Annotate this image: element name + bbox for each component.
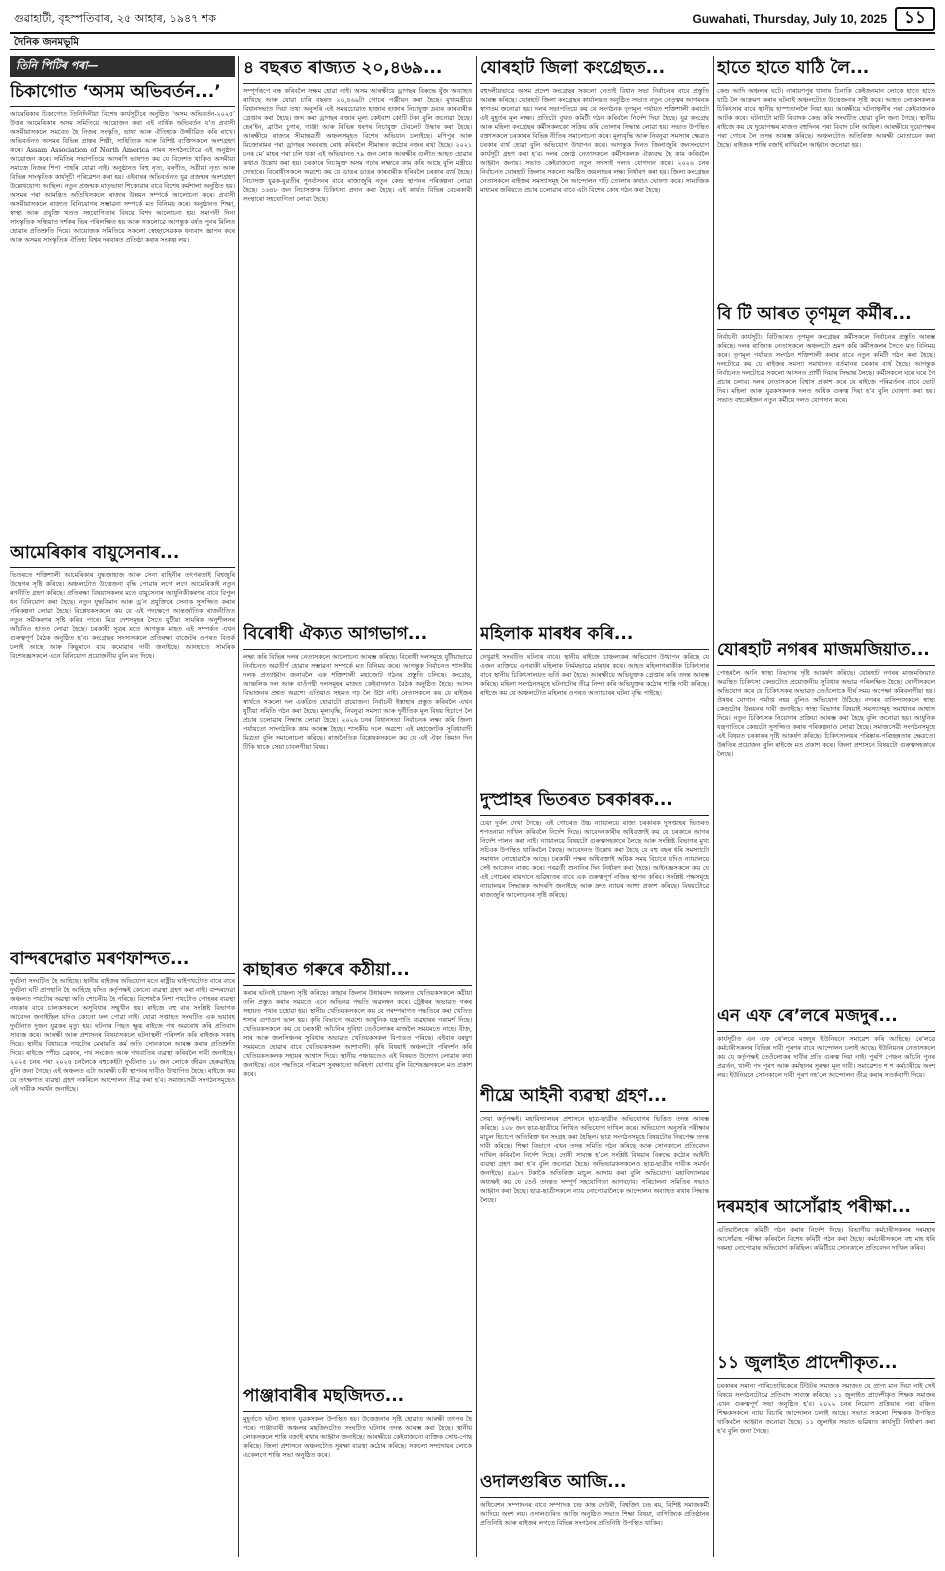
column-1 [10,56,235,1557]
article-opposition-unity [243,622,472,952]
article-headline[interactable]: বিৰোধী ঐক্যত আগভাগ... [243,622,472,650]
article-body: এতিয়ালৈকে কমিটী গঠন কৰাৰ নিৰ্দেশ দিছে। বিভাগীয় কৰ্মচাৰীসকলৰ দৰমহাৰ আসোঁৱাহ পৰীক্ষা কৰিবলৈ বিশেষ কমিটী গঠন কৰা হৈছে। কৰ্মচাৰীসকলে বহু মাহ ধৰি দৰমহা নোপোৱাৰ অভিযোগ কৰিছিল। কমিটীয়ে সোনকালে প্ৰতিবেদন দাখিল কৰিব। [717,1225,935,1252]
article-woman-assault [480,622,709,782]
article-body: কৰাৰ ঘটনাই চাঞ্চল্য সৃষ্টি কৰিছে। কাছাৰ জিলাৰ উধাৰবন্দ অঞ্চলত খেতিয়কসকলে কঠীয়া তলি প্ৰস্তুত কৰাৰ সময়তে এনে অভিনৱ পদ্ধতি অৱলম্বন কৰে। ট্ৰেক্টৰৰ অভাৱত গৰুৰ সহায়ত পথাৰ চহোৱা হয়। স্থানীয় খেতিয়কসকলে কয় যে পৰম্পৰাগত পদ্ধতিৰে কৰা খেতিত শস্যৰ গুণাগুণ ভাল হয়। কৃষি বিভাগে অৱশ্যে আধুনিক যন্ত্ৰপাতি ব্যৱহাৰৰ পৰামৰ্শ দিছে। খেতিয়কসকলে কয় যে চৰকাৰী আঁচনিৰ সুবিধা তেওঁলোকৰ মাজলৈ সময়মতে নাহে। বীজ, সাৰ আৰু জলসিঞ্চনৰ সুবিধাৰ অভাৱত খেতিয়কসকল বিপাঙত পৰিছে। এইবাৰ বৰষুণ সময়মতে হোৱাৰ বাবে খেতিয়কসকল আশাবাদী। কৃষি বিষয়াই অঞ্চলটো পৰিদৰ্শন কৰি খেতিয়কসকলক সহায়ৰ আশ্বাস দিয়ে। স্থানীয় পঞ্চায়তেও এই বিষয়ত উদ্যোগ লোৱাৰ কথা জনাইছে। এনে পদ্ধতিয়ে পৰিৱেশ সুৰক্ষাতো অৰিহণা যোগায় বুলি বিশেষজ্ঞসকলে মত প্ৰকাশ কৰে। [243,988,472,1078]
article-headline[interactable]: ১১ জুলাইত প্ৰাদেশীকৃত... [717,1351,935,1379]
article-panjabari [243,1384,472,1557]
article-body: দেখুৱাই সংঘটিত ঘটনাৰ বাবে। স্থানীয় ৰাইজে চাঞ্চল্যকৰ অভিযোগ উত্থাপন কৰিছে যে এজন ব্যক্তিয়ে এগৰাকী মহিলাক নিৰ্মমভাৱে মাৰধৰ কৰে। আহত মহিলাগৰাকীক চিকিৎসাৰ বাবে স্থানীয় চিকিৎসালয়ত ভৰ্তি কৰা হৈছে। আৰক্ষীয়ে অভিযুক্তক গ্ৰেপ্তাৰ কৰি তদন্ত আৰম্ভ কৰিছে। মহিলা সংগঠনসমূহে ঘটনাটোৰ তীব্ৰ নিন্দা কৰি অভিযুক্তৰ কঠোৰ শাস্তি দাবী কৰিছে। ৰাইজে কয় যে অঞ্চলটোত মহিলাৰ ওপৰত অত্যাচাৰৰ ঘটনা বৃদ্ধি পাইছে। [480,652,709,697]
article-legal-action [480,1084,709,1464]
article-body: দুৰ্ঘটনা সংঘটিত হৈ আহিছে। স্থানীয় ৰাইজৰ অভিযোগ মতে ৰাষ্ট্ৰীয় ঘাইপথটোত বাৰে বাৰে দুৰ্ঘটনা ঘটি প্ৰাণহানি হৈ আহিছে যদিও কৰ্তৃপক্ষই কোনো ব্যৱস্থা গ্ৰহণ কৰা নাই। বান্দৰদেৱা অঞ্চলত পথটোৰ অৱস্থা অতি শোচনীয় হৈ পৰিছে। বিশেষকৈ নিশা পথটোত পোহৰৰ ব্যৱস্থা নথকাৰ বাবে চালকসকলে অসুবিধাৰ সন্মুখীন হয়। ৰাইজে বহু বাৰ সংশ্লিষ্ট বিভাগক আবেদন জনাইছিল যদিও কোনো ফল পোৱা নাই। যোৱা সপ্তাহত সংঘটিত এক ভয়াবহ দুৰ্ঘটনাত দুজন যুৱকৰ মৃত্যু হয়। ঘটনাৰ পিছত ক্ষুব্ধ ৰাইজে পথ অৱৰোধ কৰি প্ৰতিবাদ সাব্যস্ত কৰে। আৰক্ষী আৰু প্ৰশাসনৰ বিষয়াসকলে ঘটনাস্থলী পৰিদৰ্শন কৰি ৰাইজক সকাহ দিয়ে। স্থানীয় বিধায়কে পথটোৰ মেৰামতি কৰ্ম অতি সোনকালে আৰম্ভ কৰাৰ প্ৰতিশ্ৰুতি দিয়ে। ৰাইজে স্পীড ব্ৰেকাৰ, পথ সংকেত আৰু পথবাতিৰ ব্যৱস্থা কৰিবলৈ দাবী জনাইছে। ২০২৫ চনৰ পৰা ২০২৫ চনলৈকে বহুকেইটা দুৰ্ঘটনাত ১৮ জন লোকে জীৱন হেৰুৱাইছে বুলি জনা গৈছে। এই অঞ্চলত এটা আৰক্ষী চকী স্থাপনৰ দাবীও উত্থাপিত হৈছে। ৰাইজে কয় যে তৎক্ষণাত ব্যৱস্থা গ্ৰহণ নকৰিলে আন্দোলন তীব্ৰ কৰা হ’ব। সমাজসেৱী সংগঠনসমূহেও এই দাবীক সমৰ্থন জনাইছে। [10,977,235,1094]
article-body: লক্ষ্য কৰি বিভিন্ন দলৰ নেতাসকলে আলোচনা আৰম্ভ কৰিছে। বিৰোধী দলসমূহে যুটীয়াভাৱে নিৰ্বাচনত অৱতীৰ্ণ হোৱাৰ সম্ভাৱনা সম্পৰ্কে মত বিনিময় কৰে। আগন্তুক নিৰ্বাচনত শাসকীয় দলক প্ৰত্যাহ্বান জনাবলৈ এক শক্তিশালী মহাজোট গঠনৰ প্ৰস্তুতি চলিছে। কংগ্ৰেছ, আঞ্চলিক দল আৰু বাওঁপন্থী দলসমূহৰ মাজত কেইবাদফাও বৈঠক অনুষ্ঠিত হৈছে। আসন বিভাজনৰ প্ৰশ্নত অৱশ্যে এতিয়াও সহমত গঢ় লৈ উঠা নাই। নেতাসকলে কয় যে ৰাইজৰ স্বাৰ্থতে সকলো দল একত্ৰিত হোৱাটো প্ৰয়োজন। নিৰ্বাচনী ইস্তাহাৰ প্ৰস্তুত কৰিবলৈ এখন যুটীয়া সমিতি গঠন কৰা হৈছে। মূল্যবৃদ্ধি, নিবনুৱা সমস্যা আৰু দুৰ্নীতিক মূল বিষয় হিচাপে লৈ প্ৰচাৰ চলোৱাৰ সিদ্ধান্ত লোৱা হৈছে। ২০২৬ চনৰ বিধানসভা নিৰ্বাচনক লক্ষ্য কৰি জিলা পৰ্যায়তো সাংগঠনিক কাম আৰম্ভ হৈছে। শাসকীয় দলে অৱশ্যে এই মহাজোটক সুবিধাবাদী মিত্ৰতা বুলি সমালোচনা কৰিছে। ৰাজনৈতিক বিশ্লেষকসকলে কয় যে এই ঐক্য কিমান দিন টিকি থাকে সেয়া চাবলগীয়া বিষয়। [243,652,472,751]
paper-name-bar [10,32,935,50]
article-bandardewa [10,947,235,1547]
column-2 [243,56,472,1557]
article-headline[interactable]: কাছাৰত গৰুৰে কঠীয়া... [243,958,472,986]
article-btr-tmc [717,302,935,632]
article-body: সেয়া কৰ্তৃপক্ষই। মহাবিদ্যালয়ৰ প্ৰশাসনে ছাত্ৰ-ছাত্ৰীৰ অভিযোগৰ ভিত্তিত তদন্ত আৰম্ভ কৰিছে। ১০৮ জন ছাত্ৰ-ছাত্ৰীয়ে লিখিত অভিযোগ দাখিল কৰে। অভিযোগ অনুসৰি পৰীক্ষাৰ মাচুল হিচাপে অতিৰিক্ত ধন সংগ্ৰহ কৰা হৈছিল। ছাত্ৰ সংগঠনসমূহে বিষয়টোৰ নিৰপেক্ষ তদন্ত দাবী কৰিছে। শিক্ষা বিভাগে এখন তদন্ত সমিতি গঠন কৰিছে আৰু সোনকালে প্ৰতিবেদন দাখিল কৰিবলৈ নিৰ্দেশ দিছে। দোষী সাব্যস্ত হ’লে সংশ্লিষ্ট বিষয়াৰ বিৰুদ্ধে কঠোৰ আইনী ব্যৱস্থা গ্ৰহণ কৰা হ’ব বুলি জনোৱা হৈছে। অভিভাৱকসকলেও ছাত্ৰ-ছাত্ৰীৰ দাবীক সমৰ্থন জনাইছে। ৪৯৮৭ টকাকৈ অতিৰিক্ত মাচুল আদায় কৰা বুলি অভিযোগ। মহাবিদ্যালয়ৰ অধ্যক্ষই কয় যে তেওঁ তদন্তত সম্পূৰ্ণ সহযোগিতা আগবঢ়াব। পৰিচালনা সমিতিৰ সভাও আহ্বান কৰা হৈছে। ছাত্ৰ-ছাত্ৰীসকলে ন্যায় নোপোৱালৈকে আন্দোলন অব্যাহত ৰখাৰ সিদ্ধান্ত লৈছে। [480,1114,709,1204]
column-divider [713,56,714,1557]
article-headline[interactable]: দৰমহাৰ আসোঁৱাহ পৰীক্ষা... [717,1195,935,1223]
article-headline[interactable]: আমেৰিকাৰ বায়ুসেনাৰ... [10,541,235,569]
article-headline[interactable]: বি টি আৰত তৃণমূল কৰ্মীৰ... [717,302,935,330]
date-english: Guwahati, Thursday, July 10, 2025 [692,12,887,26]
article-body: চৰকাৰৰ সমান্য পাৰিতোষিকেৰে টিউটৰ সমাজক সমাজত যে প্ৰাপ্য মান দিয়া নাই সেই বিষয়ে সংগঠনটোৱে প্ৰতিবাদ সাব্যস্ত কৰিছে। ১১ জুলাইত প্ৰাদেশীকৃত শিক্ষক সমাজৰ এখন গুৰুত্বপূৰ্ণ সভা অনুষ্ঠিত হ’ব। ২০২২ চনৰ নিয়োগ প্ৰক্ৰিয়াৰ পৰা বঞ্চিত শিক্ষকসকলে ন্যায় বিচাৰি আন্দোলন চলাই আছে। সভাত সকলো শিক্ষকক উপস্থিত থাকিবলৈ আহ্বান জনোৱা হৈছে। ১১ জুলাইৰ সভাত ভৱিষ্যত কাৰ্যসূচী নিৰ্ধাৰণ কৰা হ’ব বুলি জনা গৈছে। [717,1381,935,1435]
article-july-11 [717,1351,935,1551]
article-body: পোহৰলৈ আনি স্বাস্থ্য বিভাগৰ দৃষ্টি আকৰ্ষণ কৰিছে। যোৰহাট নগৰৰ মাজমজিয়াত অৱস্থিত চিকিৎসা কেন্দ্ৰটোত প্ৰয়োজনীয় সুবিধাৰ অভাৱ পৰিলক্ষিত হৈছে। ৰোগীসকলে অভিযোগ কৰে যে চিকিৎসকৰ অভাৱত তেওঁলোকে দীৰ্ঘ সময় অপেক্ষা কৰিবলগীয়া হয়। ঔষধৰ যোগান পৰ্যাপ্ত নহয় বুলিও অভিযোগ উঠিছে। নগৰৰ বাসিন্দাসকলে স্বাস্থ্য কেন্দ্ৰটোৰ উন্নয়নৰ দাবী জনাইছে। স্বাস্থ্য বিভাগৰ বিষয়াই সমস্যাসমূহ সমাধানৰ আশ্বাস দিয়ে। নতুন চিকিৎসক নিয়োগৰ প্ৰক্ৰিয়া আৰম্ভ কৰা হৈছে বুলি জনোৱা হয়। আধুনিক যন্ত্ৰপাতিৰে কেন্দ্ৰটো সুসজ্জিত কৰাৰ পৰিকল্পনাও লোৱা হৈছে। সমাজসেৱী সংগঠনসমূহে এই বিষয়ত চৰকাৰৰ দৃষ্টি আকৰ্ষণ কৰিছে। চিকিৎসালয়ৰ পৰিষ্কাৰ-পৰিচ্ছন্নতাৰ ক্ষেত্ৰতো উন্নতিৰ প্ৰয়োজন বুলি ৰাইজে মত প্ৰকাশ কৰে। জিলা প্ৰশাসনে বিষয়টো গুৰুত্বসহকাৰে লৈছে। [717,668,935,758]
article-body: কাৰ্যসূচীত এন এফ ৰে’লৰে মজদুৰ ইউনিয়নে সমাৱেশ কৰি আহিছে। ৰে’লৱে কৰ্মচাৰীসকলৰ বিভিন্ন দাবী পূৰণৰ বাবে আন্দোলন চলাই আছে। ইউনিয়নৰ নেতাসকলে কয় যে কৰ্তৃপক্ষই তেওঁলোকৰ দাবীৰ প্ৰতি গুৰুত্ব দিয়া নাই। পুৰণি পেঞ্চন আঁচনি পুনৰ প্ৰৱৰ্তন, খালী পদ পূৰণ আৰু কৰ্মস্থানৰ সুৰক্ষা মূল দাবী। সমাৱেশত শ শ কৰ্মচাৰীয়ে অংশ লয়। ইউনিয়নে সোনকালে দাবী পূৰণ নহ’লে আন্দোলন তীব্ৰ কৰাৰ সতৰ্কবাণী দিয়ে। [717,1034,935,1079]
article-headline[interactable]: ওদালগুৰিত আজি... [480,1470,709,1498]
column-divider [476,56,477,1557]
article-body: মুহূৰ্ততে ঘটনা স্থানত যুৱকসকল উপস্থিত হয়। উত্তেজনাৰ সৃষ্টি হোৱাত আৰক্ষী তৎপৰ হৈ পৰে। পাঞ্জাবাৰী অঞ্চলৰ মছজিদটোত সংঘটিত ঘটনাৰ তদন্ত আৰম্ভ কৰা হৈছে। স্থানীয় লোকসকলে শান্তি বজাই ৰখাৰ আহ্বান জনাইছে। আৰক্ষীয়ে কেইবাজনো ব্যক্তিক সোধ-পোছ কৰিছে। জিলা প্ৰশাসনে অঞ্চলটোত সুৰক্ষা ব্যৱস্থা কঠোৰ কৰিছে। সকলো সম্প্ৰদায়ৰ লোকে একেলগে শান্তি সভা অনুষ্ঠিত কৰে। [243,1414,472,1459]
article-cachar [243,958,472,1378]
article-headline[interactable]: হাতে হাতে যাঠি লৈ... [717,56,935,84]
column-4 [717,56,935,1557]
date-assamese: গুৱাহাটী, বৃহস্পতিবাৰ, ২৫ আহাৰ, ১৯৪৭ শক [14,11,216,25]
article-body: নিৰ্বাচনী কাৰ্যসূচী। বিটিআৰত তৃণমূল কংগ্ৰেছৰ কৰ্মীসকলে নিৰ্বাচনৰ প্ৰস্তুতি আৰম্ভ কৰিছে। দলৰ ৰাজ্যিক নেতাসকলে অঞ্চলটো ভ্ৰমণ কৰি কৰ্মীসকলৰ সৈতে মত বিনিময় কৰে। তৃণমূল পৰ্যায়ত সংগঠন শক্তিশালী কৰাৰ বাবে নতুন কমিটী গঠন কৰা হৈছে। দলটোৱে কয় যে ৰাইজৰ সমস্যা সমাধানত বৰ্তমানৰ চৰকাৰ ব্যৰ্থ হৈছে। আগন্তুক নিৰ্বাচনত দলটোৱে সকলো আসনত প্ৰাৰ্থী দিয়াৰ সিদ্ধান্ত লৈছে। কৰ্মীসকলে ঘৰে ঘৰে গৈ প্ৰচাৰ চলাব। দলৰ নেতাসকলে বিশ্বাস প্ৰকাশ কৰে যে ৰাইজে পৰিৱৰ্তনৰ বাবে ভোট দিব। মহিলা আৰু যুৱকসকলক দলত অধিক গুৰুত্ব দিয়া হ’ব বুলি ঘোষণা কৰা হয়। সভাত বহুকেইজন নতুন কৰ্মীয়ে দলত যোগদান কৰে। [717,332,935,404]
article-headline[interactable]: যোৰহাট জিলা কংগ্ৰেছত... [480,56,709,84]
column-3 [480,56,709,1557]
article-body: আমেৰিকাৰ চিকাগোত তিনিদিনীয়া বিশেষ কাৰ্যসূচীৰে অনুষ্ঠিত ‘অসম অভিবৰ্তন-২০২৫’ উত্তৰ আমেৰিকাৰ অসম সমিতিয়ে আয়োজন কৰা এই বাৰ্ষিক অভিবৰ্তন য’ত প্ৰবাসী অসমীয়াসকলে সমবেত হৈ নিজৰ সংস্কৃতি, ভাষা আৰু ঐতিহ্যক উজ্জীৱিত কৰি ৰাখে। অভিবৰ্তনত অসমৰ বিভিন্ন প্ৰান্তৰ শিল্পী, সাহিত্যিক আৰু বিশিষ্ট ব্যক্তিসকলে অংশগ্ৰহণ কৰে। Assam Association of North America নামৰ সংগঠনটোৱে এই অনুষ্ঠান আয়োজন কৰে। সমিতিৰ সভাপতিয়ে আদৰণি ভাষণত কয় যে বিদেশত থাকিও অসমীয়া সমাজে নিজৰ শিপা পাহৰি যোৱা নাই। অনুষ্ঠানত বিহু নৃত্য, বৰগীত, সত্ৰীয়া নৃত্য আৰু বিভিন্ন সাংস্কৃতিক কাৰ্যসূচী পৰিৱেশন কৰা হয়। এইবাৰৰ অভিবৰ্তনত যুৱ প্ৰজন্মৰ অংশগ্ৰহণ উল্লেখযোগ্য আছিল। নতুন প্ৰজন্মক মাতৃভাষা শিকোৱাৰ বাবে বিশেষ কৰ্মশালা অনুষ্ঠিত হয়। অসমৰ পৰা আমন্ত্ৰিত অতিথিসকলে ৰাজ্যৰ উন্নয়ন সম্পৰ্কে আলোচনা কৰে। প্ৰবাসী অসমীয়াসকলে ৰাজ্যত বিনিয়োগৰ সম্ভাৱনা সম্পৰ্কে মত বিনিময় কৰে। অনুষ্ঠানত শিক্ষা, স্বাস্থ্য আৰু প্ৰযুক্তি খণ্ডত সহযোগিতাৰ বিষয়ে বিশদ আলোচনা হয়। সমাপনী দিনা সাংস্কৃতিক সন্ধিয়াত দৰ্শকৰ ভিৰ পৰিলক্ষিত হয় আৰু সকলোৱে আগন্তুক বৰ্ষত পুনৰ মিলিত হোৱাৰ প্ৰতিশ্ৰুতি দিয়ে। আয়োজক সমিতিয়ে সকলো স্বেচ্ছাসেৱকক ধন্যবাদ জ্ঞাপন কৰে আৰু অসমৰ সাংস্কৃতিক ঐতিহ্য বিশ্বৰ দৰবাৰত প্ৰতিষ্ঠা কৰাৰ সংকল্প লয়। [10,110,235,245]
article-headline[interactable]: ৪ বছৰত ৰাজ্যত ২০,৪৬৯... [243,56,472,84]
article-headline[interactable]: মহিলাক মাৰধৰ কৰি... [480,622,709,650]
article-body: বহুদলীয়ভাৱে অসম প্ৰদেশ কংগ্ৰেছৰ সকলো নেতাই বিধান সভা নিৰ্বাচনৰ বাবে প্ৰস্তুতি আৰম্ভ কৰিছে। যোৰহাট জিলা কংগ্ৰেছৰ কাৰ্যালয়ত অনুষ্ঠিত সভাত নতুন নেতৃত্বৰ আগমনক স্বাগতম জনোৱা হয়। দলৰ সভাপতিয়ে কয় যে সংগঠনক তৃণমূল পৰ্যায়ত শক্তিশালী কৰাটো এই মুহূৰ্তৰ মূল লক্ষ্য। প্ৰতিটো বুথত কমিটী গঠন কৰিবলৈ নিৰ্দেশ দিয়া হৈছে। যুৱ কংগ্ৰেছ আৰু মহিলা কংগ্ৰেছৰ কৰ্মীসকলকো সক্ৰিয় কৰি তোলাৰ সিদ্ধান্ত লোৱা হয়। সভাত উপস্থিত বক্তাসকলে চৰকাৰৰ বিভিন্ন নীতিৰ সমালোচনা কৰে। মূল্যবৃদ্ধি আৰু নিবনুৱা সমস্যাৰ ক্ষেত্ৰত চৰকাৰ ব্যৰ্থ হোৱা বুলি অভিযোগ উত্থাপন কৰে। আগন্তুক দিনত জিলাজুৰি জনসংযোগ কাৰ্যসূচী গ্ৰহণ কৰা হ’ব। দলৰ জ্যেষ্ঠ নেতাসকলে কৰ্মীসকলক ঐক্যবদ্ধ হৈ কাম কৰিবলৈ আহ্বান জনায়। সভাত কেইবাজনো নতুন সদস্যই দলত যোগদান কৰে। ২০২৬ চনৰ নিৰ্বাচনত যোৰহাট জিলাৰ সকলো সমষ্টিত জয়লাভৰ লক্ষ্য নিৰ্ধাৰণ কৰা হয়। জিলা কংগ্ৰেছৰ নেতাসকলে ৰাইজৰ সমস্যাসমূহ লৈ আন্দোলন গঢ়ি তোলাৰ কথাও ঘোষণা কৰে। সামাজিক মাধ্যমৰ জৰিয়তে প্ৰচাৰ চলোৱাৰ বাবে এটা বিশেষ কোষ গঠন কৰা হৈছে। [480,86,709,194]
article-headline[interactable]: শীঘ্ৰে আইনী ব্যৱস্থা গ্ৰহণ... [480,1084,709,1112]
article-headline[interactable]: চিকাগোত ‘অসম অভিবৰ্তন...’ [10,80,235,108]
article-headline[interactable]: বান্দৰদেৱাত মৰণফান্দত... [10,947,235,975]
article-us-airforce [10,541,235,941]
article-headline[interactable]: যোৰহাট নগৰৰ মাজমজিয়াত... [717,638,935,666]
article-two-weeks [480,788,709,1078]
article-body: সম্পূৰ্ণৰূপে বন্ধ কৰিবলৈ সক্ষম হোৱা নাই। অসম আৰক্ষীয়ে ড্ৰাগছৰ বিৰুদ্ধে যুঁজ অব্যাহত ৰাখিছে আৰু যোৱা চাৰি বছৰত ২০,৪৬৯টা গোচৰ পঞ্জীয়ন কৰা হৈছে। মুখ্যমন্ত্ৰীয়ে বিধানসভাত দিয়া তথ্য অনুসৰি এই সময়চোৱাত হাজাৰ হাজাৰ নিচাযুক্ত দ্ৰব্যৰ কাৰবাৰীক গ্ৰেপ্তাৰ কৰা হৈছে। জব্দ কৰা ড্ৰাগছৰ বজাৰ মূল্য কেইবাশ কোটি টকা বুলি জনোৱা হৈছে। হেৰ’ইন, ব্ৰাউন চুগাৰ, গাঞ্জা আৰু বিভিন্ন ধৰণৰ নিচাযুক্ত টেবলেট উদ্ধাৰ কৰা হৈছে। আৰক্ষীয়ে ৰাজ্যৰ সীমান্তৱৰ্তী অঞ্চলসমূহত বিশেষ অভিযান চলাইছে। মণিপুৰ আৰু মিজোৰামৰ পৰা ড্ৰাগছৰ সৰবৰাহ ৰোধ কৰিবলৈ সীমান্তত কঠোৰ নজৰ ৰখা হৈছে। ২০২১ চনৰ মে’ মাহৰ পৰা চলি থকা এই অভিযানত ৭৯ জন লোক আৰক্ষীৰ গুলীত আহত হোৱাৰ কথাও উল্লেখ কৰা হয়। চৰকাৰে নিচামুক্ত অসম গঢ়াৰ লক্ষ্যৰে কাম কৰি আছে বুলি মন্ত্ৰীয়ে দোহাৰে। বিৰোধীসকলে অৱশ্যে কয় যে ডাঙৰ ডাঙৰ কাৰবাৰীক ধৰিবলৈ চৰকাৰ ব্যৰ্থ হৈছে। নিচাসক্ত যুৱক-যুৱতীৰ পুনৰ্বাসনৰ বাবে ৰাজ্যজুৰি নতুন কেন্দ্ৰ স্থাপনৰ পৰিকল্পনা লোৱা হৈছে। ১৬৪৮ জন নিচাসক্তক চিকিৎসা প্ৰদান কৰা হৈছে। এই কাৰ্যত বিভিন্ন বেচৰকাৰী সংস্থাৰো সহযোগিতা লোৱা হৈছে। [243,86,472,203]
article-headline[interactable]: পাঞ্জাবাৰীৰ মছজিদত... [243,1384,472,1412]
article-body: অধিবেশন সম্পাদনৰ বাবে সম্পাদক চন্দ্ৰ কান্ত দেউৰী, বিশ্বজিৎ চন্দ্ৰ ৰয়, বিশিষ্ট সমাজকৰ্মী আদিয়ে অংশ লয়। ওদালগুৰিত আজি অনুষ্ঠিত সভাত শিক্ষা বিষয়া, বাণিজ্যিক প্ৰতিষ্ঠানৰ প্ৰতিনিধি আৰু ৰাইজৰ লগতে বিভিন্ন সংগঠনৰ প্ৰতিনিধি উপস্থিত থাকিব। [480,1500,709,1527]
article-jorhat-congress [480,56,709,616]
paper-name: দৈনিক জনমভূমি [14,37,79,48]
article-nf-railway [717,1004,935,1189]
article-body: কেন্দ্ৰ আদি অঞ্চলৰ ঘটে। নাৰায়ণপুৰ থানাৰ চিনাকি কেইজনমান লোকে হাতে হাতে যাঠি লৈ আক্ৰমণ কৰাৰ ঘটনাই অঞ্চলটোত উত্তেজনাৰ সৃষ্টি কৰে। আহত লোকসকলক চিকিৎসাৰ বাবে স্থানীয় হাস্পতাললৈ নিয়া হয়। আৰক্ষীয়ে ঘটনাস্থলীৰ পৰা কেইবাজনক আটক কৰে। ঘটনাটো মাটি বিবাদক কেন্দ্ৰ কৰি সংঘটিত হোৱা বুলি জনা গৈছে। স্থানীয় ৰাইজে কয় যে দুয়োপক্ষৰ মাজত বহুদিনৰ পৰা বিবাদ চলি আছিল। আৰক্ষীয়ে দুয়োপক্ষৰ পৰা গোচৰ লৈ তদন্ত আৰম্ভ কৰিছে। অঞ্চলটোত অতিৰিক্ত আৰক্ষী মোতায়েন কৰা হৈছে। ৰাইজক শান্তি বজাই ৰাখিবলৈ আহ্বান জনোৱা হয়। [717,86,935,149]
column-divider [238,56,239,1557]
page-number: ১১ [895,7,935,31]
article-headline[interactable]: দুস্প্ৰাহৰ ভিতৰত চৰকাৰক... [480,788,709,816]
article-salary-test [717,1195,935,1345]
continued-banner: তিনি পিটিৰ পৰা— [10,56,235,77]
article-body: চেয়া দুৰ্বল দেখা গৈছে। এই গোচৰত উচ্চ ন্যায়ালয়ে ৰাজ্য চৰকাৰক দুসপ্তাহৰ ভিতৰত শপতনামা দাখিল কৰিবলৈ নিৰ্দেশ দিছে। আবেদনকাৰীৰ অধিবক্তাই কয় যে চৰকাৰে আগৰ নিৰ্দেশ পালন কৰা নাই। ন্যায়ালয়ে বিষয়টো গুৰুত্বসহকাৰে লৈছে আৰু সংশ্লিষ্ট বিভাগৰ মুখ্য সচিবক উপস্থিত থাকিবলৈ কৈছে। আবেদনত উল্লেখ কৰা হৈছে যে বহু বছৰ ধৰি সমস্যাটো সমাধান নোহোৱাকৈ আছে। চৰকাৰী পক্ষৰ অধিবক্তাই অধিক সময় বিচাৰে যদিও ন্যায়ালয়ে সেই আবেদন নাকচ কৰে। পৰৱৰ্তী শুনানিৰ দিন নিৰ্ধাৰণ কৰা হৈছে। আইনজ্ঞসকলে কয় যে এই গোচৰৰ ৰায়দানে ভৱিষ্যতৰ বাবে এক গুৰুত্বপূৰ্ণ নজিৰ স্থাপন কৰিব। সংশ্লিষ্ট পক্ষসমূহে ন্যায়ালয়ৰ সিদ্ধান্তক আদৰণি জনাইছে আৰু দ্ৰুত ন্যায়ৰ আশা প্ৰকাশ কৰিছে। বিষয়টোৱে ৰাজ্যজুৰি আলোড়নৰ সৃষ্টি কৰিছে। [480,818,709,899]
article-sticks [717,56,935,296]
article-body: ভিতৰতে শক্তিশালী আমেৰিকাৰ যুদ্ধজাহাজ আৰু সেনা বাহিনীৰ তৎপৰতাই বিশ্বজুৰি উদ্বেগৰ সৃষ্টি কৰিছে। অঞ্চলটোত উত্তেজনা বৃদ্ধি পোৱাৰ লগে লগে আমেৰিকাই নতুন ৰণনীতি গ্ৰহণ কৰিছে। প্ৰতিৰক্ষা বিষয়াসকলৰ মতে বায়ুসেনাৰ আধুনিকীকৰণৰ বাবে বিপুল ধন বিনিয়োগ কৰা হৈছে। নতুন যুদ্ধবিমান আৰু ড্ৰ’ন প্ৰযুক্তিৰে সেনাক সুসজ্জিত কৰাৰ পৰিকল্পনা লোৱা হৈছে। বিশ্লেষকসকলে কয় যে এই পদক্ষেপে আন্তৰ্জাতিক ৰাজনীতিত নতুন সমীকৰণৰ সৃষ্টি কৰিব পাৰে। মিত্ৰ দেশসমূহৰ সৈতে যুটীয়া সামৰিক অনুশীলনৰ আঁচনিও হাতত লোৱা হৈছে। চৰকাৰী সূত্ৰৰ মতে আগন্তুক মাহত এই সম্পৰ্কত এখন গুৰুত্বপূৰ্ণ বৈঠক অনুষ্ঠিত হ’ব। কংগ্ৰেছৰ সদস্যসকলে প্ৰতিৰক্ষা বাজেটৰ ওপৰত বিতৰ্ক চলাই আছে আৰু কিছুমানে ব্যয় কমোৱাৰ দাবী জনাইছে। আনহাতে সামৰিক বিশেষজ্ঞসকলে এনে বিনিয়োগ প্ৰয়োজনীয় বুলি মত দিছে। [10,571,235,661]
article-jorhat-town [717,638,935,998]
article-udalguri [480,1470,709,1557]
article-chicago [10,80,235,535]
article-headline[interactable]: এন এফ ৰে’লৰে মজদুৰ... [717,1004,935,1032]
page-header-line [14,8,935,30]
article-drugs [243,56,472,616]
